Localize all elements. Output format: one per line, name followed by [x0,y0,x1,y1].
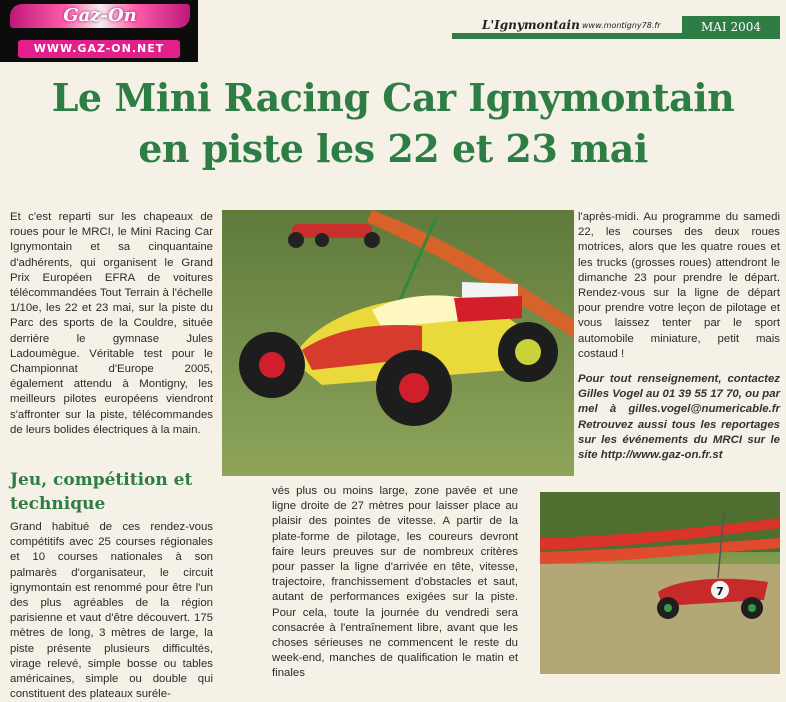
issue-date: MAI 2004 [682,16,780,38]
track-illustration [540,492,780,674]
publication-url: www.montigny78.fr [582,21,661,30]
title-line-1: Le Mini Racing Car Ignymontain [51,75,735,120]
contact-paragraph: Pour tout renseignement, contactez Gilles Vogel au 01 39 55 17 70, ou par mel à gilles.vogel@numericable.fr Retrouvez aussi tous les reportages sur les événements du MRCI sur le site http://www.gaz-on.fr.st [578,373,780,462]
logo-mark: Gaz-On [63,5,137,26]
buggy-photo-main [222,210,574,476]
column-3-paragraph: l'après-midi. Au programme du samedi 22, les courses des deux roues motrices, alors que les quatre roues et les trucks (grosses roues) attendront le dimanche 23 pour prendre le départ. Rendez-vous sur la ligne de départ pour prendre votre leçon de pilotage et vous laissez tenter par le sport automobile miniature, petit mais costaud ! [578,211,780,360]
logo-site-url[interactable]: WWW.GAZ-ON.NET [18,40,180,58]
gaz-on-logo[interactable] [0,0,198,62]
title-line-2: en piste les 22 et 23 mai [138,126,648,171]
buggy-illustration [222,210,574,476]
article-title [0,72,786,174]
car-number: 7 [716,585,724,598]
section-heading: Jeu, compétition et technique [10,470,193,514]
intro-paragraph: Et c'est reparti sur les chapeaux de roues pour le MRCI, le Mini Racing Car Ignymontain et sa cinquantaine d'adhérents, qui organisent le Grand Prix Européen EFRA de voitures télécommandées Tout Terrain à l'échelle 1/10e, les 22 et 23 mai, sur la piste du Parc des sports de la Couldre, située derrière le gymnase Jules Ladoumègue. Véritable test pour le Championnat d'Europe 2005, également attendu à Montigny, les meilleurs pilotes européens viendront s'affronter sur la piste, télécommandes de leurs bolides électriques à la main. [10,211,213,436]
buggy-photo-secondary [540,492,780,674]
publication-name: L'Ignymontain [482,18,580,32]
column-1-paragraph: Grand habitué de ces rendez-vous compétitifs avec 25 courses régionales et 10 courses nationales à son palmarès d'organisateur, le circuit ignymontain est renommé pour être l'un des plus agréables de la région parisienne et vaut d'être découvert. 175 mètres de long, 3 mètres de large, la piste présente plusieurs difficultés, virage relevé, simple bosse ou tables américaines, simple ou double qui constituent des plateaux suréle- [10,521,213,701]
column-2-paragraph: vés plus ou moins large, zone pavée et une ligne droite de 27 mètres pour laisser place au plaisir des pointes de vitesse. A partir de la plate-forme de pilotage, les coureurs devront faire leurs preuves sur de nombreux critères pour passer la ligne d'arrivée en tête, vitesse, trajectoire, franchissement d'obstacles et saut, autant de performances exigées sur la piste. Pour cela, toute la journée du vendredi sera consacrée à l'entraînement libre, avant que les choses sérieuses ne commencent le reste du week-end, manches de qualification le matin et finales [272,485,518,680]
